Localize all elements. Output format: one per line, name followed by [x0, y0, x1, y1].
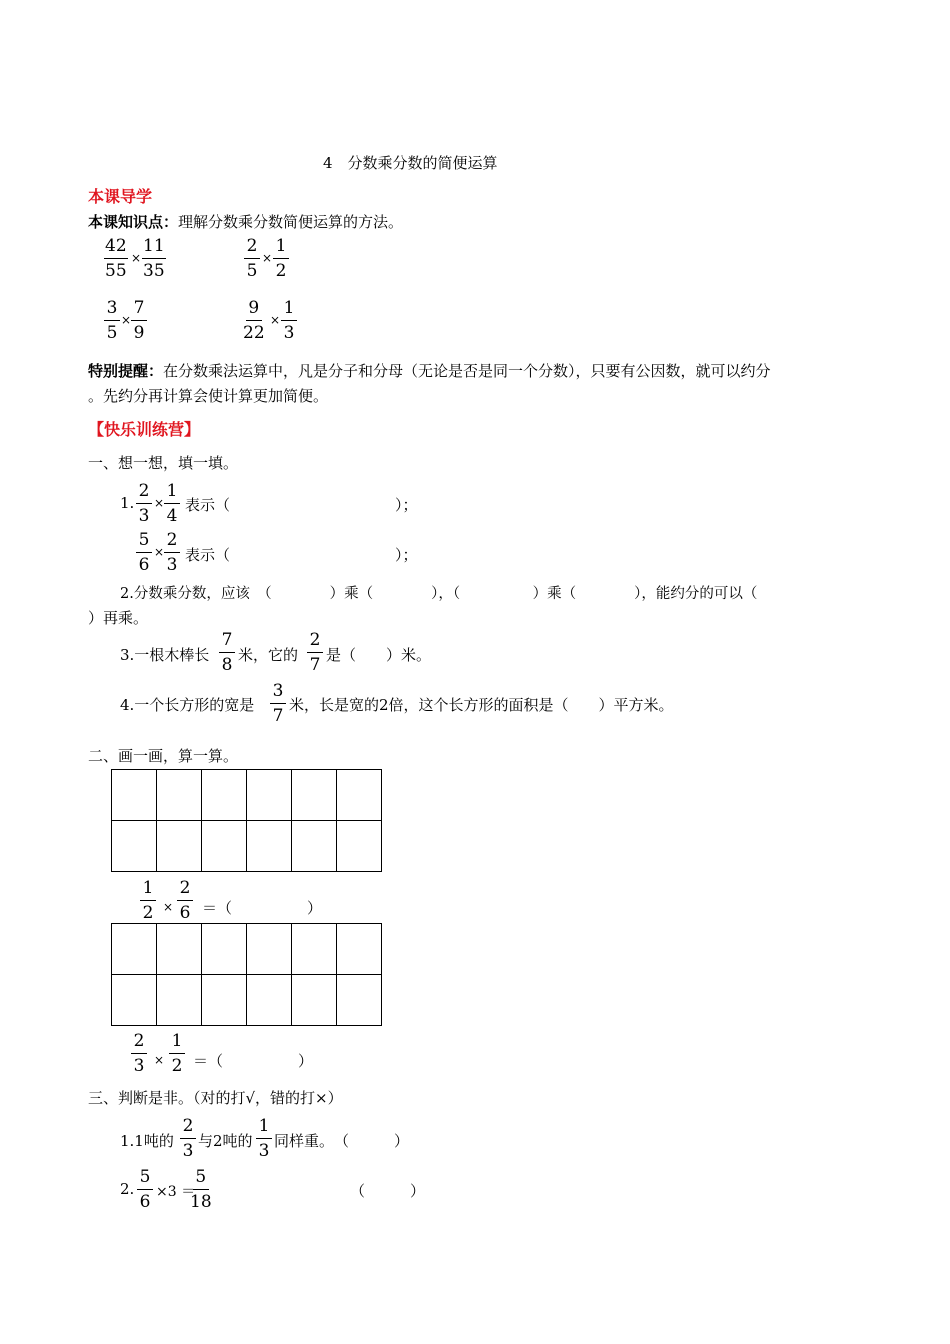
drawing-grid-1[interactable] [111, 769, 382, 872]
times-sign: × [154, 1053, 165, 1067]
judge-q1-fraction-1: $\frac{2}{3}$ [180, 1116, 196, 1161]
part2-heading: 二、画一画，算一算。 [88, 747, 239, 765]
times-sign: × [163, 900, 174, 914]
example-1-fraction-b: $\frac{11}{35}$ [143, 236, 165, 281]
q3-text-c: 是（ ）米。 [326, 646, 432, 664]
judge-q2-fraction-2: $\frac{5}{18}$ [190, 1167, 212, 1212]
times-sign: × [154, 496, 165, 510]
q1b-text: 表示（ ）； [185, 546, 418, 564]
example-4-fraction-b: $\frac{1}{3}$ [281, 298, 297, 343]
judge-q2-mid: ×3 ＝ [156, 1184, 196, 1200]
eq2-rest: ＝（ ） [193, 1052, 314, 1070]
q1a-fraction-b: $\frac{1}{4}$ [164, 481, 180, 526]
tip-label: 特别提醒： [88, 362, 164, 380]
times-sign: × [121, 313, 132, 327]
knowledge-label: 本课知识点： [88, 213, 179, 231]
example-1-fraction-a: $\frac{42}{55}$ [105, 236, 127, 281]
q1a-text: 表示（ ）； [185, 496, 418, 514]
example-3-fraction-b: $\frac{7}{9}$ [131, 298, 147, 343]
camp-heading: 【快乐训练营】 [88, 420, 201, 439]
eq2-fraction-a: $\frac{2}{3}$ [131, 1031, 147, 1076]
judge-q1-text-b: 与2吨的 [198, 1132, 253, 1150]
knowledge-text: 理解分数乘分数简便运算的方法。 [178, 213, 404, 231]
times-sign: × [131, 251, 142, 265]
tip-line-2: 。先约分再计算会使计算更加简便。 [88, 387, 329, 405]
q4-text-b: 米，长是宽的2倍，这个长方形的面积是（ ）平方米。 [289, 696, 674, 714]
example-2-fraction-a: $\frac{2}{5}$ [244, 236, 260, 281]
example-2-fraction-b: $\frac{1}{2}$ [273, 236, 289, 281]
knowledge-line [88, 211, 403, 232]
guide-heading: 本课导学 [88, 187, 153, 206]
judge-q2-fraction-1: $\frac{5}{6}$ [137, 1167, 153, 1212]
example-3-fraction-a: $\frac{3}{5}$ [104, 298, 120, 343]
q4-fraction: $\frac{3}{7}$ [270, 681, 286, 726]
q2-line-1: 2.分数乘分数，应该 （ ）乘（ ），（ ）乘（ ），能约分的可以（ [120, 586, 758, 602]
drawing-grid-2[interactable] [111, 923, 382, 1026]
part3-heading: 三、判断是非。（对的打√，错的打×） [88, 1089, 343, 1107]
q4-text-a: 4.一个长方形的宽是 [120, 696, 255, 714]
eq1-rest: ＝（ ） [202, 899, 323, 917]
q3-fraction-2: $\frac{2}{7}$ [307, 630, 323, 675]
times-sign: × [270, 313, 281, 327]
judge-q1-text-a: 1.1吨的 [120, 1132, 174, 1150]
example-4-fraction-a: $\frac{9}{22}$ [243, 298, 265, 343]
judge-q2-blank: （ ） [350, 1182, 426, 1200]
q1b-fraction-a: $\frac{5}{6}$ [136, 530, 152, 575]
part1-heading: 一、想一想，填一填。 [88, 454, 239, 472]
q3-text-a: 3.一根木棒长 [120, 646, 210, 664]
q2-line-2: ）再乘。 [88, 609, 149, 627]
judge-q2-prefix: 2. [120, 1180, 135, 1198]
times-sign: × [154, 545, 165, 559]
q3-text-b: 米，它的 [238, 646, 299, 664]
judge-q1-fraction-2: $\frac{1}{3}$ [256, 1116, 272, 1161]
page-title: 4 分数乘分数的简便运算 [323, 154, 498, 172]
eq1-fraction-a: $\frac{1}{2}$ [140, 878, 156, 923]
q1b-fraction-b: $\frac{2}{3}$ [164, 530, 180, 575]
eq2-fraction-b: $\frac{1}{2}$ [169, 1031, 185, 1076]
q1-prefix: 1. [120, 494, 135, 512]
q1a-fraction-a: $\frac{2}{3}$ [136, 481, 152, 526]
tip-text: 在分数乘法运算中，凡是分子和分母（无论是否是同一个分数），只要有公因数，就可以约分 [163, 362, 771, 380]
q3-fraction-1: $\frac{7}{8}$ [219, 630, 235, 675]
eq1-fraction-b: $\frac{2}{6}$ [177, 878, 193, 923]
tip-line-1 [88, 360, 771, 381]
times-sign: × [262, 251, 273, 265]
judge-q1-text-c: 同样重。 （ ） [274, 1132, 410, 1150]
